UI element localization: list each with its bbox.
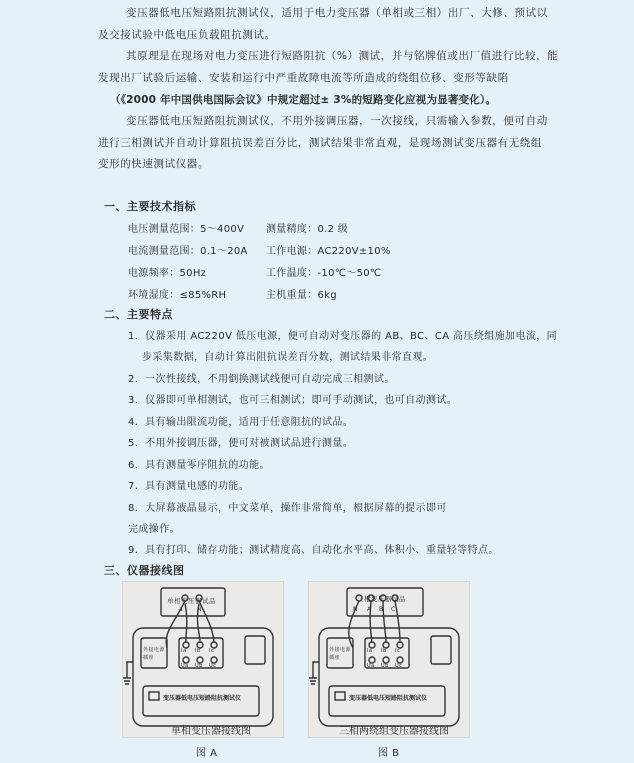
figure-a-caption: 单相变压器接线图 (171, 726, 251, 737)
feature-1a: 1．仪器采用 AC220V 低压电源，便可自动对变压器的 AB、BC、CA 高压绕组施加电流，同 (128, 331, 558, 342)
feature-3: 3．仪器即可单相测试，也可三相测试；即可手动测试，也可自动测试。 (128, 395, 458, 406)
figure-b (308, 581, 470, 738)
intro-p2-line1: 其原理是在现场对电力变压进行短路阻抗（%）测试，并与铭牌值或出厂值进行比较，能 (126, 50, 559, 62)
figure-b-instrument-title: 变压器低电压短路阻抗测试仪 (349, 695, 428, 702)
figure-b-panel-top: 外接电源 (329, 647, 352, 653)
figure-b-label: 图 B (378, 748, 400, 759)
figure-a-device-title: 单相变压器试品 (167, 597, 216, 605)
figure-b-device-a: A (367, 606, 372, 613)
feature-4: 4．具有输出限流功能，适用于任意阻抗的试品。 (128, 417, 354, 428)
spec-power-supply: 工作电源：AC220V±10% (266, 246, 391, 257)
figure-a-terminal-ib: Ib (195, 648, 201, 654)
figure-a-terminal-ub: Ub (195, 663, 203, 669)
feature-9: 9．具有打印、储存功能；测试精度高、自动化水平高、体积小、重量轻等特点。 (128, 545, 499, 556)
intro-p3-line3: 变形的快速测试仪器。 (98, 158, 209, 170)
figure-a-terminal-uc: Uc (209, 663, 217, 669)
figure-b-device-n: N (353, 606, 358, 613)
spec-humidity: 环境湿度：≤85%RH (128, 290, 227, 301)
figure-a-label: 图 A (196, 748, 218, 759)
figure-a-device-a: a (179, 606, 184, 613)
intro-p2-line3: （《2000 年中国供电国际会议》中规定超过± 3%的短路变化应视为显著变化）。 (110, 94, 497, 106)
figure-a-panel-mid: 插座 (143, 655, 155, 661)
intro-p2-line2: 发现出厂试验后运输、安装和运行中严重故障电流等所造成的绕组位移、变形等缺陷 (98, 72, 509, 84)
figure-b-terminal-ia: Ia (367, 648, 373, 654)
section2-title: 二、主要特点 (104, 308, 173, 321)
feature-2: 2．一次性接线，不用倒换测试线便可自动完成三相测试。 (128, 374, 395, 385)
feature-8b: 完成操作。 (128, 524, 180, 535)
spec-current-range: 电流测量范围：0.1～20A (128, 246, 248, 257)
figure-b-caption: 三相两绕组变压器接线图 (339, 726, 449, 737)
spec-voltage-range: 电压测量范围：5～400V (128, 224, 245, 235)
figure-b-terminal-ic: Ic (395, 648, 401, 654)
section1-title: 一、主要技术指标 (104, 200, 196, 213)
feature-6: 6．具有测量零序阻抗的功能。 (128, 460, 270, 471)
figure-a-terminal-ia: Ia (181, 648, 187, 654)
spec-accuracy: 测量精度：0.2 级 (266, 224, 349, 235)
figure-a-device-n: N (197, 606, 202, 613)
intro-p1-line1: 变压器低电压短路阻抗测试仪，适用于电力变压器（单相或三相）出厂、大修、预试以 (126, 7, 548, 19)
feature-1b: 步采集数据，自动计算出阻抗误差百分数，测试结果非常直观。 (142, 352, 434, 363)
figure-b-panel-mid: 插座 (329, 655, 341, 661)
figure-a-terminal-ua: Ua (181, 663, 189, 669)
feature-5: 5．不用外接调压器，便可对被测试品进行测量。 (128, 438, 354, 449)
figure-b-terminal-ib: Ib (381, 648, 387, 654)
figure-a (122, 581, 284, 738)
figure-b-device-c: C (391, 606, 396, 613)
intro-p3-line2: 进行三相测试并自动计算阻抗误差百分比，测试结果非常直观，是现场测试变压器有无绕组 (98, 137, 542, 149)
feature-7: 7．具有测量电感的功能。 (128, 481, 250, 492)
section3-title: 三、仪器接线图 (104, 564, 185, 577)
figure-a-instrument-title: 变压器低电压短路阻抗测试仪 (163, 695, 242, 702)
intro-p1-line2: 及交接试验中低电压负载阻抗测试。 (98, 29, 276, 41)
figure-b-device-b: B (379, 606, 384, 613)
figure-b-terminal-uc: Uc (395, 663, 403, 669)
figure-b-device-title: 三相变压器试品 (357, 595, 406, 603)
spec-work-temp: 工作温度：-10℃～50℃ (266, 268, 382, 279)
intro-p3-line1: 变压器低电压短路阻抗测试仪，不用外接调压器，一次接线，只需输入参数，便可自动 (126, 115, 548, 127)
feature-8a: 8．大屏幕液晶显示，中文菜单，操作非常简单，根据屏幕的提示即可 (128, 503, 447, 514)
spec-frequency: 电源频率：50Hz (128, 268, 207, 279)
figure-b-terminal-ua: Ua (367, 663, 375, 669)
figure-a-panel-top: 外接电源 (143, 647, 166, 653)
figure-b-terminal-ub: Ub (381, 663, 389, 669)
figure-a-terminal-ic: Ic (209, 648, 215, 654)
spec-weight: 主机重量：6kg (266, 290, 337, 301)
